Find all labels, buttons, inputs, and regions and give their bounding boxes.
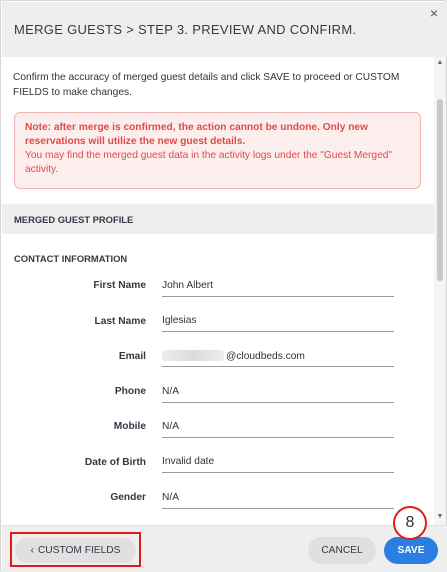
alert-bold-text: Note: after merge is confirmed, the action cannot be undone. Only new reservations will utilize the new guest details. [25,122,369,147]
warning-alert [14,112,421,189]
first-name-field[interactable]: John Albert [162,269,394,297]
email-label: Email [118,351,146,362]
cancel-button[interactable]: CANCEL [308,537,376,564]
date-of-birth-label: Date of Birth [84,457,146,468]
email-field[interactable] [162,339,394,367]
alert-text: You may find the merged guest data in the activity logs under the "Guest Merged" activity. [25,150,393,175]
scrollbar[interactable] [434,57,446,525]
step-number-marker: 8 [393,506,427,540]
scroll-down-icon[interactable]: ▼ [436,513,444,520]
phone-field[interactable]: N/A [162,375,394,403]
gender-label: Gender [110,492,146,503]
contact-info-title: CONTACT INFORMATION [14,253,128,264]
dialog-header [2,2,447,57]
last-name-label: Last Name [94,316,146,327]
mobile-field[interactable]: N/A [162,410,394,438]
intro-text: Confirm the accuracy of merged guest details and click SAVE to proceed or CUSTOM FIELDS to make changes. [13,72,400,98]
scroll-up-icon[interactable]: ▲ [436,59,444,66]
dialog-title: MERGE GUESTS > STEP 3. PREVIEW AND CONFIRM. [14,22,357,37]
close-icon[interactable]: × [429,5,439,21]
mobile-label: Mobile [113,421,146,432]
email-domain: @cloudbeds.com [226,351,305,362]
chevron-left-icon: ‹ [30,545,34,556]
section-title: MERGED GUEST PROFILE [14,214,134,225]
last-name-field[interactable]: Iglesias [162,304,394,332]
dialog-body [2,57,434,525]
gender-field[interactable]: N/A [162,481,394,509]
phone-label: Phone [114,386,146,397]
save-button[interactable]: SAVE [384,537,438,564]
highlight-annotation-box [10,532,141,567]
first-name-label: First Name [93,280,146,291]
redacted-email-prefix [162,350,224,361]
date-of-birth-field[interactable]: Invalid date [162,445,394,473]
dialog-footer [2,525,447,572]
section-header [2,204,434,234]
scroll-thumb[interactable] [437,99,443,281]
custom-fields-label: CUSTOM FIELDS [37,545,121,556]
